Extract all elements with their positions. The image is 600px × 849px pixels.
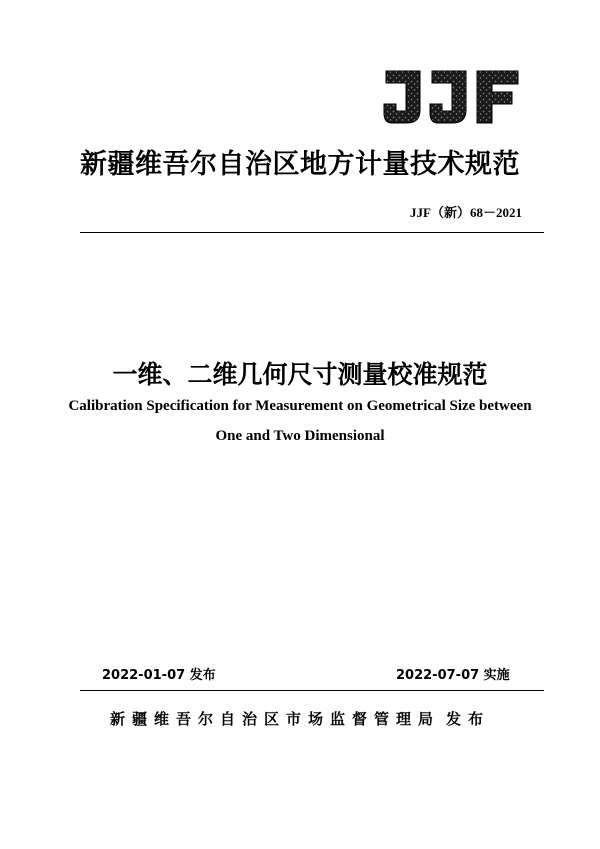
- jjf-logo: [380, 68, 522, 126]
- issue-date: 2022-01-07 发布: [102, 668, 216, 683]
- implement-date: 2022-07-07 实施: [396, 668, 510, 683]
- publish-word: 发布: [446, 710, 491, 728]
- bottom-divider: [80, 690, 544, 691]
- logo-letter-j2: [430, 71, 466, 123]
- logo-letter-f: [477, 71, 518, 123]
- document-title-cn: 一维、二维几何尺寸测量校准规范: [112, 360, 488, 389]
- document-title-en-line1: Calibration Specification for Measurement on Geometrical Size between: [68, 398, 532, 414]
- publisher-name: 新疆维吾尔自治区市场监督管理局: [109, 710, 440, 728]
- top-divider: [80, 232, 544, 233]
- document-code: JJF（新）68－2021: [410, 205, 522, 220]
- logo-letter-j1: [384, 71, 420, 123]
- organization-title: 新疆维吾尔自治区地方计量技术规范: [80, 149, 520, 180]
- publisher-line: [0, 708, 600, 729]
- document-title-en-line2: One and Two Dimensional: [215, 428, 385, 444]
